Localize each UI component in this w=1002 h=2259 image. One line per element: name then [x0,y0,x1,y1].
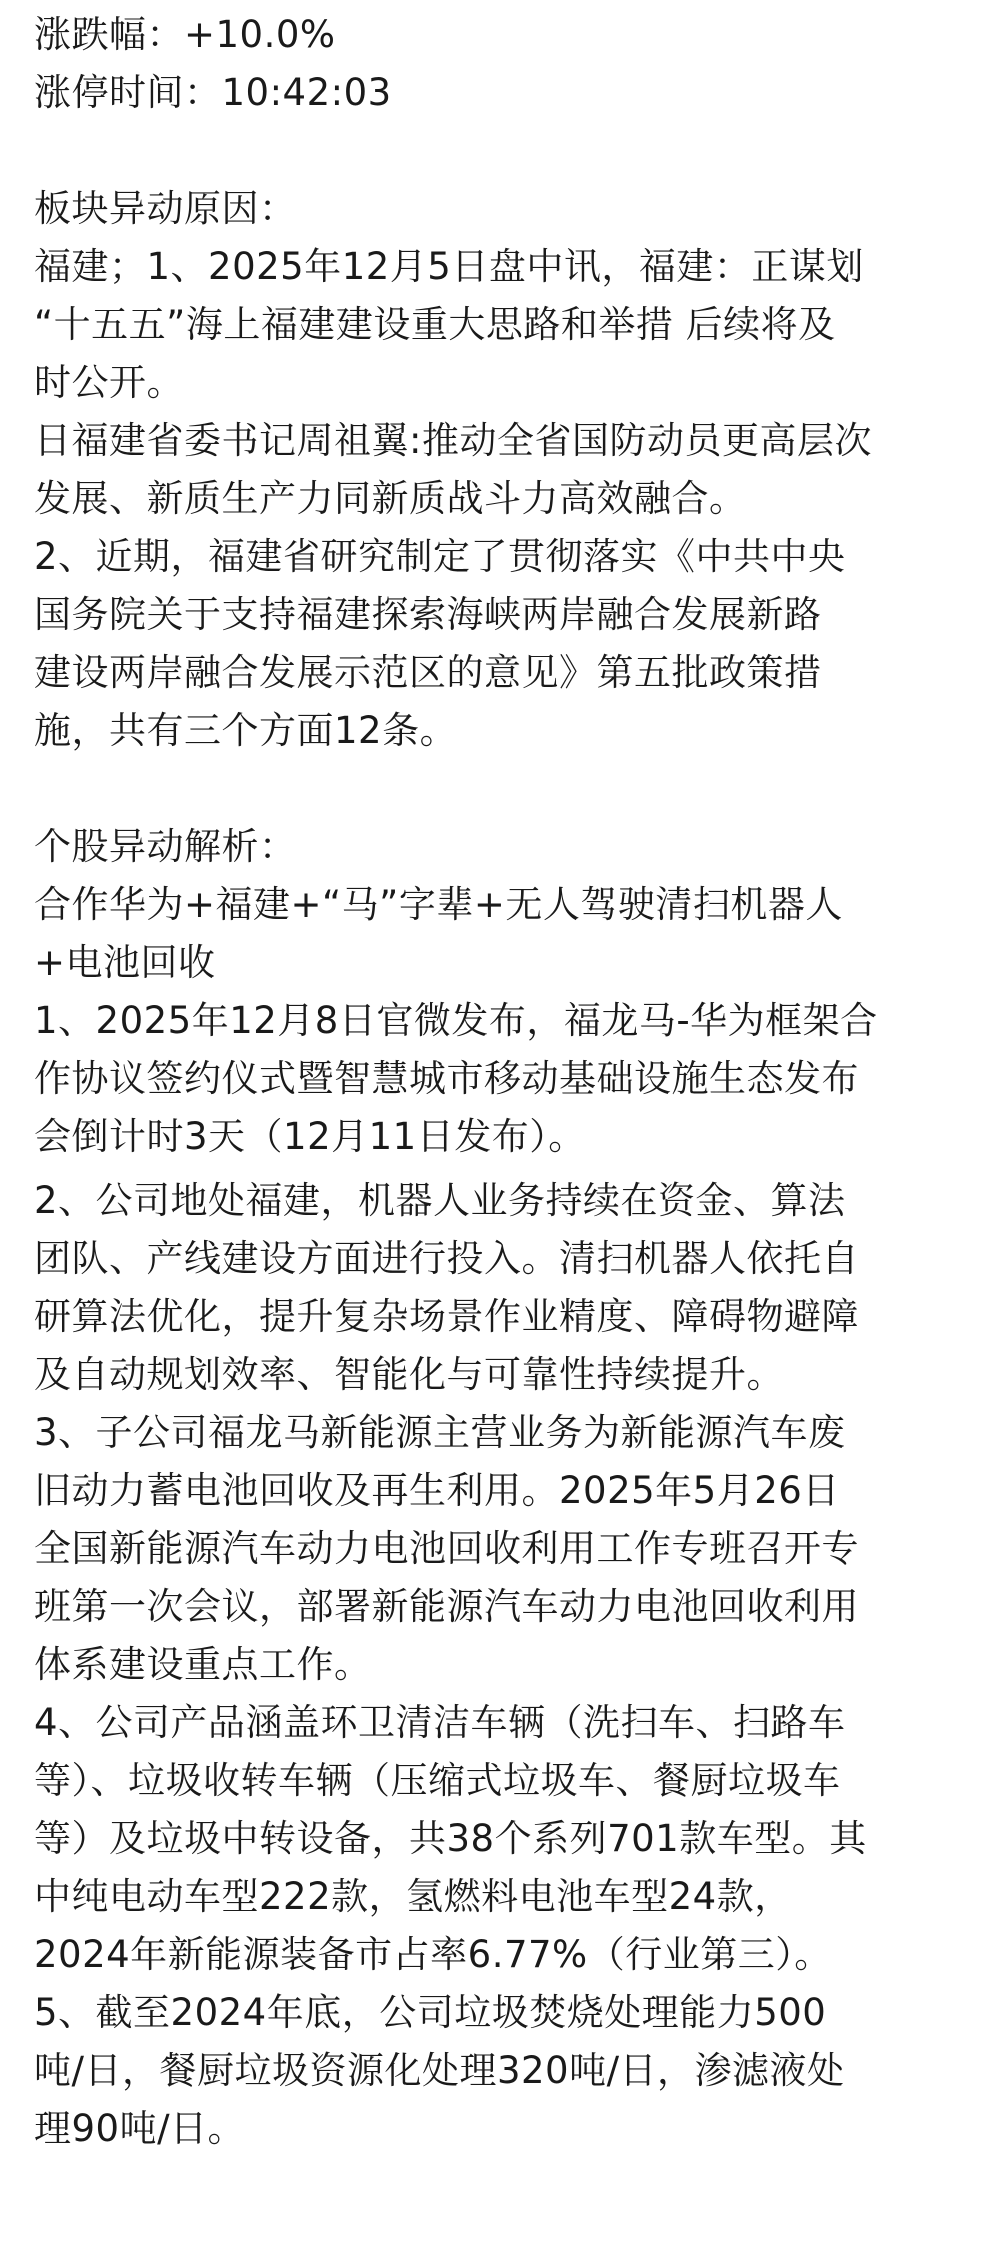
text-line: “十五五”海上福建建设重大思路和举措 后续将及 [34,303,836,346]
text-line: 2、近期，福建省研究制定了贯彻落实《中共中央 [34,535,846,578]
stock-item-3 [34,1404,968,1694]
text-line: 发展、新质生产力同新质战斗力高效融合。 [34,477,747,520]
text-line: 1、2025年12月8日官微发布，福龙马-华为框架合 [34,999,878,1042]
text-line: 时公开。 [34,361,184,404]
text-line: 及自动规划效率、智能化与可靠性持续提升。 [34,1353,784,1396]
text-line: 5、截至2024年底，公司垃圾焚烧处理能力500 [34,1991,827,2034]
stock-item-2 [34,1172,968,1404]
stock-tags [34,876,968,992]
sector-paragraph-1 [34,238,968,412]
spacer [34,122,968,180]
text-line: 体系建设重点工作。 [34,1643,372,1686]
text-line: 4、公司产品涵盖环卫清洁车辆（洗扫车、扫路车 [34,1701,846,1744]
text-line: 建设两岸融合发展示范区的意见》第五批政策措 [34,651,822,694]
sector-reason-heading: 板块异动原因： [34,187,297,230]
stock-item-5 [34,1984,968,2158]
text-line: 全国新能源汽车动力电池回收利用工作专班召开专 [34,1527,859,1570]
stock-item-4 [34,1694,968,1984]
stock-analysis-heading: 个股异动解析： [34,825,297,868]
text-line: 福建；1、2025年12月5日盘中讯，福建：正谋划 [34,245,864,288]
text-line: 作协议签约仪式暨智慧城市移动基础设施生态发布 [34,1057,859,1100]
text-line: +电池回收 [34,941,216,984]
text-line: 班第一次会议，部署新能源汽车动力电池回收利用 [34,1585,859,1628]
text-line: 理90吨/日。 [34,2107,246,2150]
text-line: 等）、垃圾收转车辆（压缩式垃圾车、餐厨垃圾车 [34,1759,841,1802]
text-line: 2024年新能源装备市占率6.77%（行业第三）。 [34,1933,832,1976]
text-line: 团队、产线建设方面进行投入。清扫机器人依托自 [34,1237,859,1280]
text-line: 2、公司地处福建，机器人业务持续在资金、算法 [34,1179,846,1222]
stock-item-1 [34,992,968,1166]
price-change-line: 涨跌幅：+10.0% [34,13,336,56]
spacer [34,760,968,818]
text-line: 旧动力蓄电池回收及再生利用。2025年5月26日 [34,1469,840,1512]
text-line: 会倒计时3天（12月11日发布）。 [34,1115,586,1158]
text-line: 研算法优化，提升复杂场景作业精度、障碍物避障 [34,1295,859,1338]
text-line: 施，共有三个方面12条。 [34,709,458,752]
sector-paragraph-3 [34,528,968,760]
text-line: 中纯电动车型222款，氢燃料电池车型24款， [34,1875,792,1918]
sector-paragraph-2 [34,412,968,528]
text-line: 3、子公司福龙马新能源主营业务为新能源汽车废 [34,1411,846,1454]
text-line: 吨/日，餐厨垃圾资源化处理320吨/日，渗滤液处 [34,2049,845,2092]
text-line: 等）及垃圾中转设备，共38个系列701款车型。其 [34,1817,867,1860]
text-line: 合作华为+福建+“马”字辈+无人驾驶清扫机器人 [34,883,843,926]
text-line: 日福建省委书记周祖翼:推动全省国防动员更高层次 [34,419,872,462]
text-line: 国务院关于支持福建探索海峡两岸融合发展新路 [34,593,822,636]
limit-up-time-line: 涨停时间：10:42:03 [34,71,392,114]
